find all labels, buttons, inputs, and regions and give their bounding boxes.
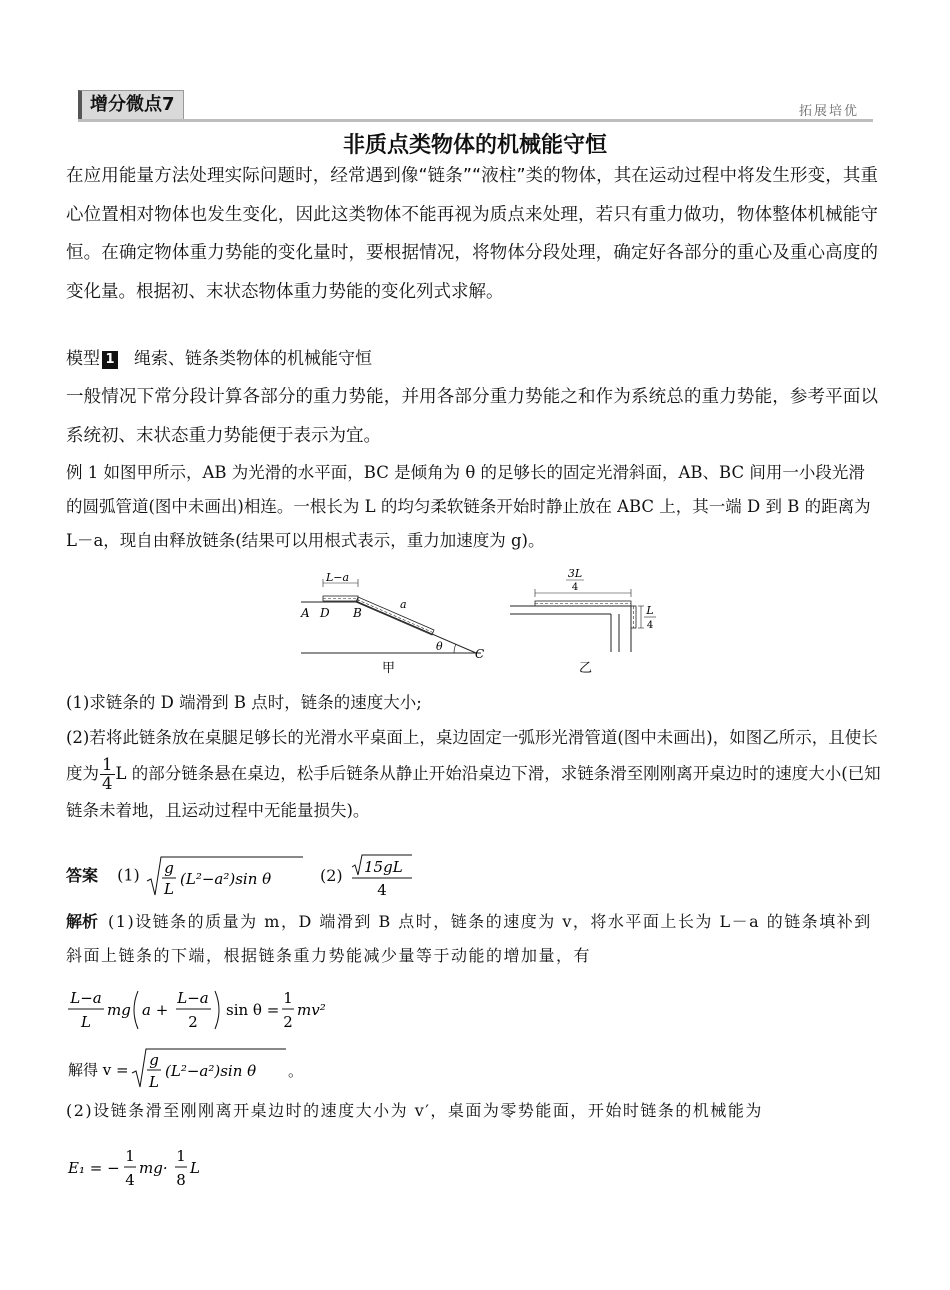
figure-yi-caption: 乙 xyxy=(579,661,593,676)
model-prefix: 模型 xyxy=(66,349,100,369)
label-C: C xyxy=(475,647,485,661)
explanation-label: 解析 xyxy=(66,912,99,931)
figure-jia xyxy=(296,568,496,680)
model-title: 绳索、链条类物体的机械能守恒 xyxy=(134,349,372,369)
question-1: (1)求链条的 D 端滑到 B 点时，链条的速度大小; xyxy=(66,693,422,712)
svg-text:a +: a + xyxy=(142,1001,169,1019)
label-D: D xyxy=(320,606,330,620)
svg-text:4: 4 xyxy=(125,1171,135,1189)
answer-1-formula xyxy=(145,853,305,899)
svg-text:1: 1 xyxy=(283,989,293,1007)
label-4-side: 4 xyxy=(646,620,654,631)
svg-text:4: 4 xyxy=(376,881,387,899)
equation-3 xyxy=(66,1143,266,1191)
general-paragraph: 一般情况下常分段计算各部分的重力势能，并用各部分重力势能之和作为系统总的重力势能，参考平面以系统初、末状态重力势能便于表示为宜。 xyxy=(66,387,878,446)
label-A: A xyxy=(301,606,310,620)
answer-label: 答案 xyxy=(66,865,99,885)
svg-text:(L²−a²)sin θ: (L²−a²)sin θ xyxy=(179,870,272,888)
svg-text:8: 8 xyxy=(176,1171,186,1189)
fraction-quarter: $\frac{1}{4}$ xyxy=(102,755,113,793)
explanation-text: (1)设链条的质量为 m，D 端滑到 B 点时，链条的速度为 v，将水平面上长为 L－a 的链条填补到斜面上链条的下端，根据链条重力势能减少量等于动能的增加量，有 xyxy=(66,912,872,965)
example-text: 例 1 如图甲所示，AB 为光滑的水平面，BC 是倾角为 θ 的足够长的固定光滑斜面，AB、BC 间用一小段光滑的圆弧管道(图中未画出)相连。一根长为 L 的均匀柔软链条开始时静止放在 ABC 上，其一端 D 到 B 的距离为 L－a，现自由释放链条(结果可以用根式表示，重力加速度为 g)。 xyxy=(66,463,871,550)
svg-text:1: 1 xyxy=(176,1147,186,1165)
svg-text:L: L xyxy=(81,1013,91,1031)
equation-1 xyxy=(66,985,346,1035)
svg-text:2: 2 xyxy=(188,1013,198,1031)
label-l-side: L xyxy=(646,604,654,617)
svg-text:sin θ =: sin θ = xyxy=(226,1001,280,1019)
model-heading xyxy=(66,344,372,369)
answer-2-formula xyxy=(348,853,414,899)
answer-line: 答案 (1) g L (L²−a²)sin θ (2) 15gL 4 xyxy=(66,853,414,899)
figure-yi xyxy=(505,566,665,680)
explanation xyxy=(66,905,881,973)
svg-text:L−a: L−a xyxy=(177,989,209,1007)
label-4-top: 4 xyxy=(571,582,579,593)
figure-jia-caption: 甲 xyxy=(382,661,396,676)
svg-text:。: 。 xyxy=(288,1062,304,1080)
section-tag: 拓展培优 xyxy=(798,104,859,119)
equation-2 xyxy=(66,1045,316,1093)
model-number: 1 xyxy=(102,351,118,369)
svg-text:2: 2 xyxy=(283,1013,293,1031)
svg-text:L: L xyxy=(163,880,174,898)
label-theta: θ xyxy=(436,640,443,653)
svg-text:(L²−a²)sin θ: (L²−a²)sin θ xyxy=(165,1062,257,1080)
section-header xyxy=(78,88,873,122)
label-B: B xyxy=(353,606,362,620)
svg-text:15gL: 15gL xyxy=(363,858,403,876)
svg-text:1: 1 xyxy=(125,1147,135,1165)
page-title: 非质点类物体的机械能守恒 xyxy=(342,133,607,158)
question-2-part-a: (2)若将此链条放在桌腿足够长的光滑水平桌面上，桌边固定一弧形光滑管道(图中未画出)，如图乙所示，且使长度为 xyxy=(66,728,878,783)
svg-text:L: L xyxy=(149,1073,159,1091)
part-2-text: (2)设链条滑至刚刚离开桌边时的速度大小为 v′，桌面为零势能面，开始时链条的机械能为 xyxy=(66,1101,763,1120)
svg-text:mg: mg xyxy=(107,1001,131,1019)
svg-text:g: g xyxy=(149,1051,159,1069)
svg-text:E₁ = −: E₁ = − xyxy=(68,1159,120,1177)
svg-text:解得 v =: 解得 v = xyxy=(68,1061,129,1079)
label-3l: 3L xyxy=(567,567,583,580)
svg-text:g: g xyxy=(164,859,174,877)
label-a: a xyxy=(400,598,407,611)
question-2-part-b: L 的部分链条悬在桌边，松手后链条从静止开始沿桌边下滑，求链条滑至刚刚离开桌边时的速度大小(已知链条未着地，且运动过程中无能量损失)。 xyxy=(66,764,881,820)
svg-text:mv²: mv² xyxy=(297,1001,326,1019)
question-2 xyxy=(66,720,881,829)
svg-text:mg·: mg· xyxy=(139,1159,168,1177)
section-badge: 增分微点7 xyxy=(78,90,184,120)
svg-text:L: L xyxy=(190,1159,200,1177)
svg-text:L−a: L−a xyxy=(70,989,102,1007)
intro-paragraph: 在应用能量方法处理实际问题时，经常遇到像“链条”“液柱”类的物体，其在运动过程中将发生形变，其重心位置相对物体也发生变化，因此这类物体不能再视为质点来处理，若只有重力做功，物体整体机械能守恒。在确定物体重力势能的变化量时，要根据情况，将物体分段处理，确定好各部分的重心及重心高度的变化量。根据初、末状态物体重力势能的变化列式求解。 xyxy=(66,166,878,302)
label-l-minus-a: L−a xyxy=(326,571,350,584)
header-rule xyxy=(78,119,873,122)
